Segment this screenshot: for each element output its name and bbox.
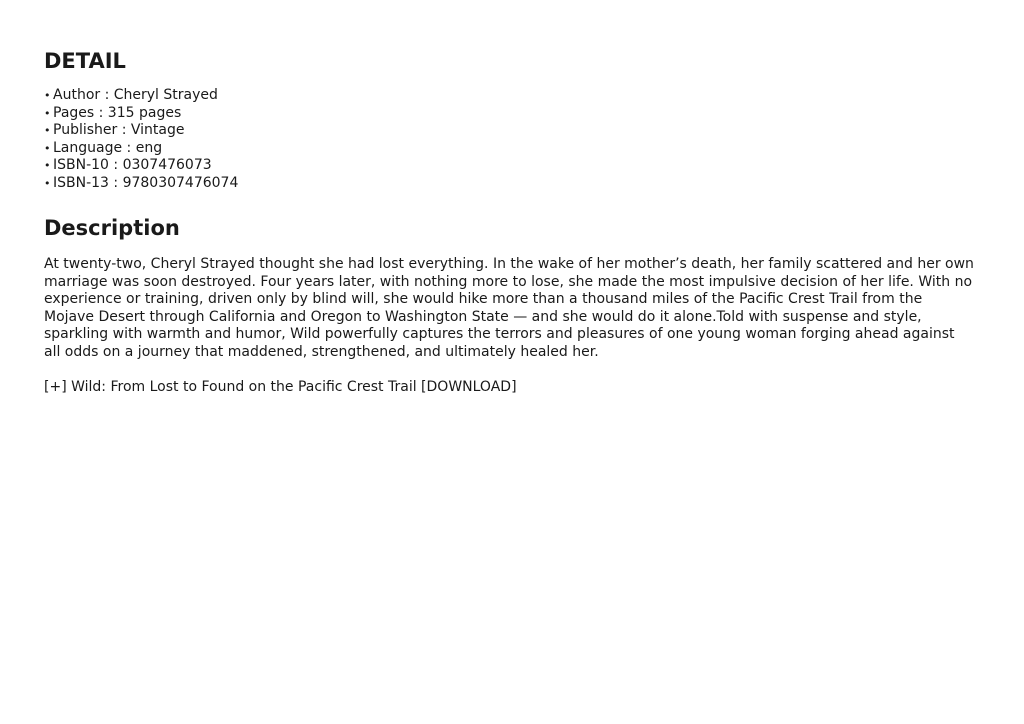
detail-item-isbn10: [44, 157, 984, 175]
detail-item-author: [44, 87, 984, 105]
detail-list: [44, 87, 984, 192]
description-heading: Description: [44, 216, 180, 240]
detail-item-publisher: [44, 122, 984, 140]
bullet-icon: •: [44, 176, 51, 190]
detail-item-label: Language : eng: [53, 139, 163, 156]
detail-item-pages: [44, 105, 984, 123]
bullet-icon: •: [44, 159, 51, 172]
bullet-icon: •: [44, 106, 51, 120]
detail-heading: DETAIL: [44, 49, 126, 73]
document-page: [44, 48, 984, 396]
detail-item-label: Publisher : Vintage: [53, 122, 185, 138]
bullet-icon: •: [44, 89, 51, 102]
detail-item-label: ISBN-13 : 9780307476074: [53, 174, 239, 191]
detail-item-isbn13: [44, 175, 984, 193]
detail-item-label: ISBN-10 : 0307476073: [53, 157, 212, 173]
bullet-icon: •: [44, 124, 51, 137]
detail-item-language: [44, 140, 984, 158]
detail-item-label: Pages : 315 pages: [53, 104, 182, 121]
bullet-icon: •: [44, 141, 51, 155]
description-text: At twenty-two, Cheryl Strayed thought she had lost everything. In the wake of her mother’s death, her family scattered and her own marriage was soon destroyed. Four years later, with nothing more to lose, she made the most impulsive decision of her life. With no experience or training, driven only by blind will, she would hike more than a thousand miles of the Pacific Crest Trail from the Mojave Desert through California and Oregon to Washington State — and she would do it alone.Told with suspense and style, sparkling with warmth and humor, Wild powerfully captures the terrors and pleasures of one young woman forging ahead against all odds on a journey that maddened, strengthened, and ultimately healed her.: [44, 256, 974, 360]
detail-item-label: Author : Cheryl Strayed: [53, 87, 218, 103]
download-link[interactable]: [+] Wild: From Lost to Found on the Pacific Crest Trail [DOWNLOAD]: [44, 378, 517, 395]
